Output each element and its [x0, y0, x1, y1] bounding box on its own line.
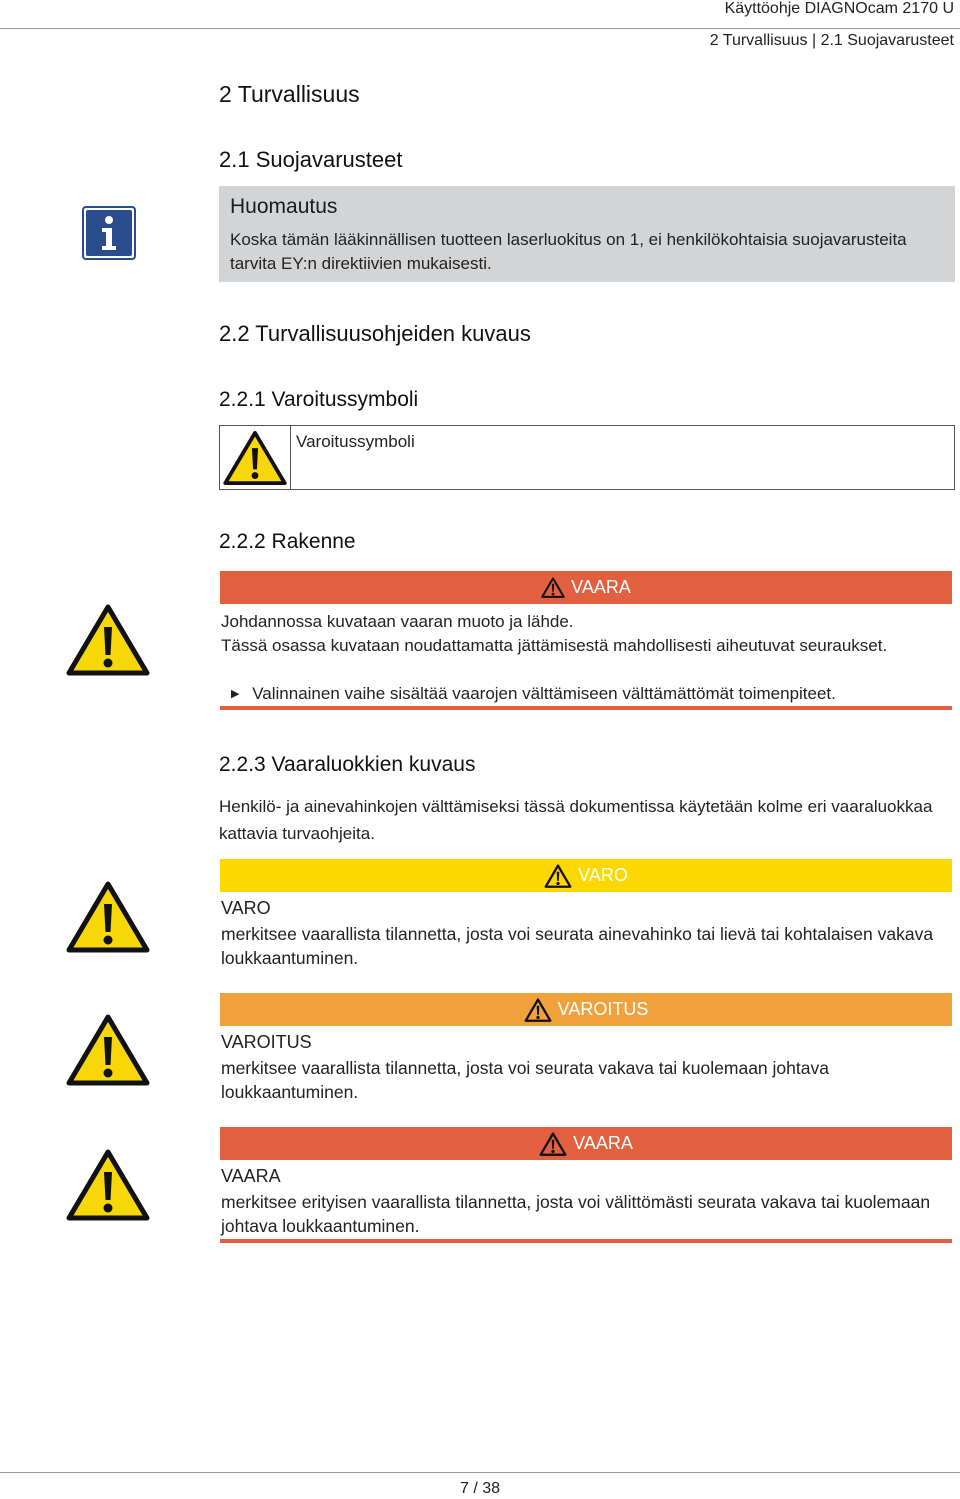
warning-symbol-table [219, 425, 955, 490]
warning-triangle-icon [66, 603, 150, 677]
warning-term: VAROITUS [221, 1032, 312, 1052]
danger-signal-bar [220, 571, 952, 604]
action-step [231, 682, 951, 708]
warning-triangle-icon [541, 577, 565, 598]
symbol-caption: Varoitussymboli [296, 432, 415, 451]
note-title: Huomautus [230, 195, 338, 218]
caution-signal-bar [220, 859, 952, 892]
signal-word: VAARA [573, 1133, 633, 1153]
danger-rule [220, 706, 952, 710]
danger-term: VAARA [221, 1166, 281, 1186]
classes-intro: Henkilö- ja ainevahinkojen välttämiseksi tässä dokumentissa käytetään kolme eri vaaraluokkaa kattavia turvaohjeita. [219, 797, 933, 843]
heading-2-1: 2.1 Suojavarusteet [219, 147, 403, 172]
warning-description: merkitsee vaarallista tilannetta, josta voi seurata vakava tai kuolemaan johtava loukkaantuminen. [221, 1058, 829, 1102]
triangle-right-icon: ▶ [231, 688, 240, 700]
hazard-intro-text: Johdannossa kuvataan vaaran muoto ja lähde. [221, 612, 574, 631]
document-title: Käyttöohje DIAGNOcam 2170 U [724, 0, 954, 17]
warning-triangle-icon [66, 1013, 150, 1087]
warning-triangle-icon [66, 1148, 150, 1222]
danger-signal-bar [220, 1127, 952, 1160]
warning-triangle-icon [539, 1132, 567, 1156]
heading-2-2-2: 2.2.2 Rakenne [219, 530, 356, 553]
caution-description: merkitsee vaarallista tilannetta, josta voi seurata ainevahinko tai lievä tai kohtalaisen vakava loukkaantuminen. [221, 924, 934, 968]
footer-divider [0, 1472, 960, 1473]
table-divider [290, 426, 291, 489]
danger-description: merkitsee erityisen vaarallista tilannetta, josta voi välittömästi seurata vakava tai kuolemaan johtava loukkaantuminen. [221, 1192, 931, 1236]
warning-signal-bar [220, 993, 952, 1026]
note-text: Koska tämän lääkinnällisen tuotteen laserluokitus on 1, ei henkilökohtaisia suojavarusteita tarvita EY:n direktiivien mukaisesti. [230, 230, 907, 273]
note-box [219, 186, 955, 282]
signal-word: VAARA [571, 577, 631, 597]
info-icon [82, 206, 136, 260]
heading-2-2: 2.2 Turvallisuusohjeiden kuvaus [219, 321, 531, 346]
consequence-text: Tässä osassa kuvataan noudattamatta jättämisestä mahdollisesti aiheutuvat seuraukset. [221, 636, 888, 655]
signal-word: VARO [578, 865, 628, 885]
header-divider [0, 28, 960, 29]
signal-word: VAROITUS [557, 999, 649, 1019]
warning-triangle-icon [223, 428, 287, 488]
danger-rule [220, 1239, 952, 1243]
heading-2: 2 Turvallisuus [219, 81, 360, 107]
breadcrumb: 2 Turvallisuus | 2.1 Suojavarusteet [709, 32, 954, 49]
action-step-text: Valinnainen vaihe sisältää vaarojen välttämiseen välttämättömät toimenpiteet. [252, 684, 836, 703]
heading-2-2-3: 2.2.3 Vaaraluokkien kuvaus [219, 753, 476, 776]
page-number: 7 / 38 [459, 1480, 501, 1497]
caution-term: VARO [221, 898, 271, 918]
heading-2-2-1: 2.2.1 Varoitussymboli [219, 388, 419, 411]
warning-triangle-icon [66, 880, 150, 954]
warning-triangle-icon [524, 998, 552, 1022]
warning-triangle-icon [544, 864, 572, 888]
